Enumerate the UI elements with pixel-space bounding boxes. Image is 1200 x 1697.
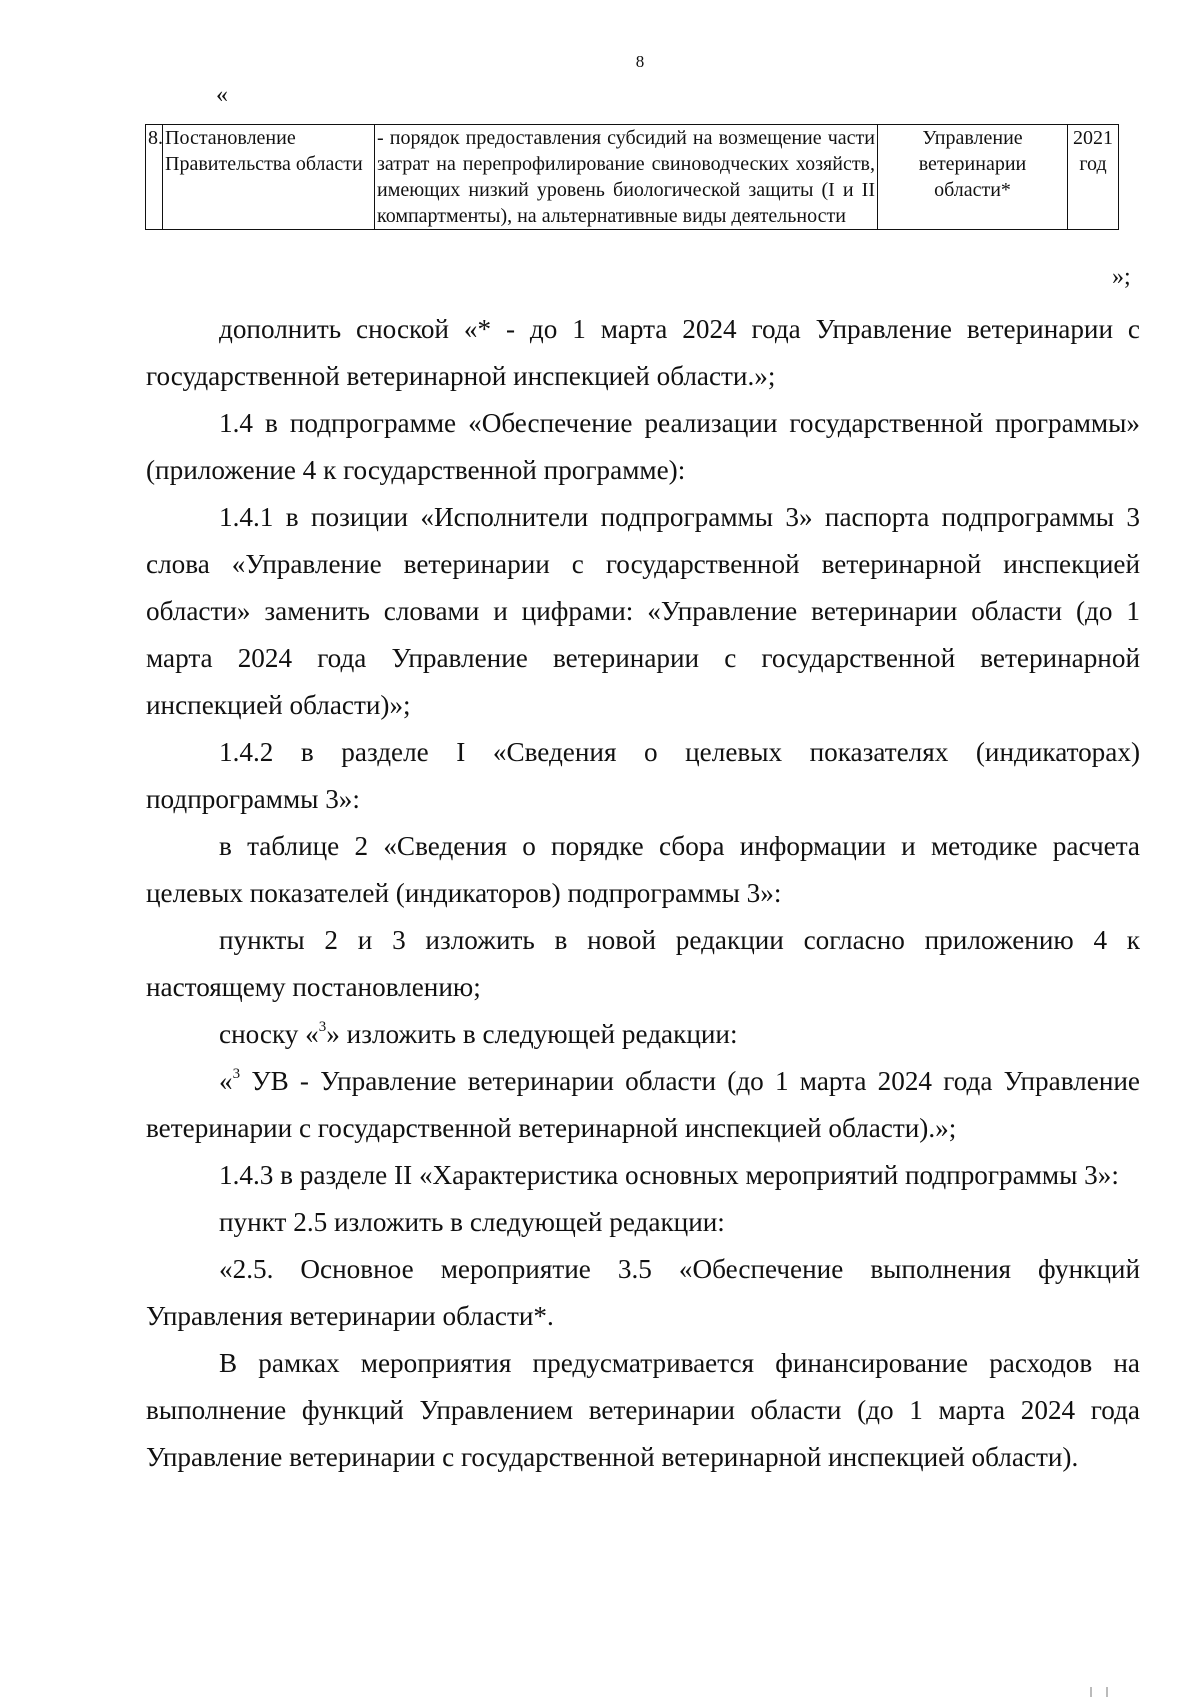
row-number: 8.	[146, 125, 163, 230]
footnote-edit-before: сноску «	[219, 1019, 319, 1049]
document-body	[146, 306, 1140, 1481]
page-number: 8	[635, 52, 645, 71]
content-cell	[375, 125, 878, 230]
year-cell: 2021 год	[1068, 125, 1119, 230]
content-text: - порядок предоставления субсидий на возмещение части затрат на перепрофилирование свиноводческих хозяйств, имеющих низкий уровень биологической защиты (I и II компартменты), на альтернативные виды деятельности	[377, 127, 875, 227]
paragraph-financing: В рамках мероприятия предусматривается финансирование расходов на выполнение функций Управлением ветеринарии области (до 1 марта 2024 года Управление ветеринарии с государственной ветеринарной инспекцией области).	[146, 1348, 1140, 1472]
footnote-text-before: «	[219, 1066, 233, 1096]
table-row	[146, 125, 1119, 230]
footnote-text-after: УВ - Управление ветеринарии области (до 1 марта 2024 года Управление ветеринарии с государственной ветеринарной инспекцией области).»;	[146, 1066, 1140, 1143]
paragraph-1-4-1: 1.4.1 в позиции «Исполнители подпрограммы 3» паспорта подпрограммы 3 слова «Управление ветеринарии с государственной ветеринарной инспекцией области» заменить словами и цифрами: «Управление ветеринарии области (до 1 марта 2024 года Управление ветеринарии с государственной ветеринарной инспекцией области)»;	[146, 502, 1140, 720]
closing-quote: »;	[1112, 264, 1131, 290]
paragraph-footnote-edit	[146, 1011, 1140, 1058]
paragraph-item-2-5: пункт 2.5 изложить в следующей редакции:	[219, 1207, 725, 1237]
paragraph-1-4: 1.4 в подпрограмме «Обеспечение реализации государственной программы» (приложение 4 к государственной программе):	[146, 408, 1140, 485]
footnote-edit-after: » изложить в следующей редакции:	[326, 1019, 738, 1049]
paragraph-items-2-3: пункты 2 и 3 изложить в новой редакции согласно приложению 4 к настоящему постановлению;	[146, 925, 1140, 1002]
paragraph-footnote-add: дополнить сноской «* - до 1 марта 2024 года Управление ветеринарии с государственной ветеринарной инспекцией области.»;	[146, 314, 1140, 391]
paragraph-footnote-text	[146, 1058, 1140, 1152]
paragraph-table-2: в таблице 2 «Сведения о порядке сбора информации и методике расчета целевых показателей (индикаторов) подпрограммы 3»:	[146, 831, 1140, 908]
paragraph-measure-3-5: «2.5. Основное мероприятие 3.5 «Обеспечение выполнения функций Управления ветеринарии области*.	[146, 1254, 1140, 1331]
paragraph-1-4-2: 1.4.2 в разделе I «Сведения о целевых показателях (индикаторах) подпрограммы 3»:	[146, 737, 1140, 814]
footnote-text-sup: 3	[232, 1066, 241, 1082]
document-type-cell: Постановление Правительства области	[163, 125, 375, 230]
footnote-edit-sup: 3	[318, 1019, 327, 1035]
opening-quote: «	[216, 82, 228, 108]
scan-mark	[1090, 1687, 1108, 1697]
measures-table	[145, 124, 1119, 230]
paragraph-1-4-3: 1.4.3 в разделе II «Характеристика основных мероприятий подпрограммы 3»:	[219, 1160, 1119, 1190]
executor-cell: Управление ветеринарии области*	[878, 125, 1068, 230]
